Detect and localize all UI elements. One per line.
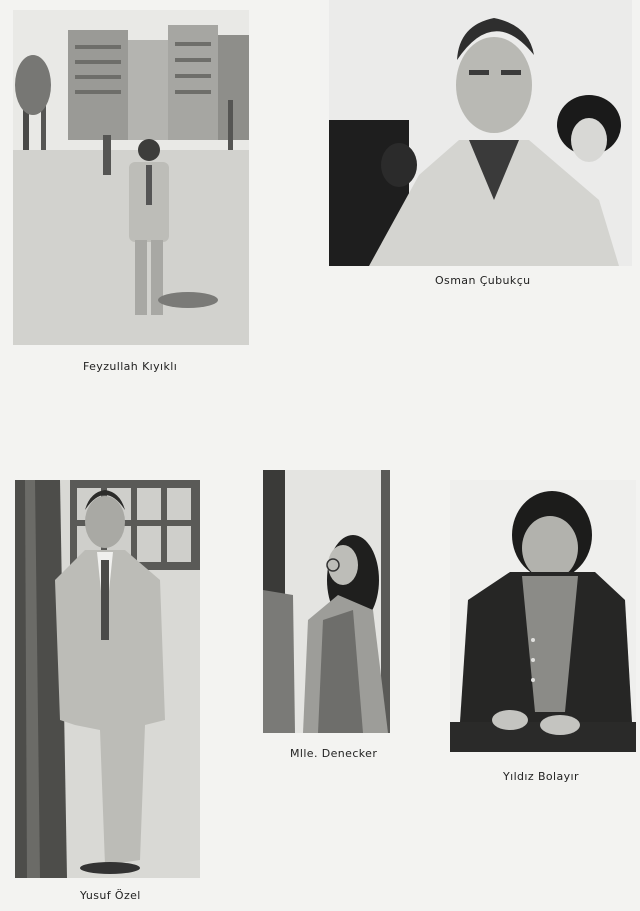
caption-denecker: Mlle. Denecker [290,747,378,760]
caption-yusuf: Yusuf Özel [80,889,141,902]
photo-yildiz [450,480,636,752]
caption-feyzullah: Feyzullah Kıyıklı [83,360,178,373]
caption-yildiz: Yıldız Bolayır [503,770,579,783]
photo-yusuf [15,480,200,878]
photo-denecker [263,470,390,733]
caption-osman: Osman Çubukçu [435,274,531,287]
photo-osman [329,0,632,266]
photo-feyzullah [13,10,249,345]
